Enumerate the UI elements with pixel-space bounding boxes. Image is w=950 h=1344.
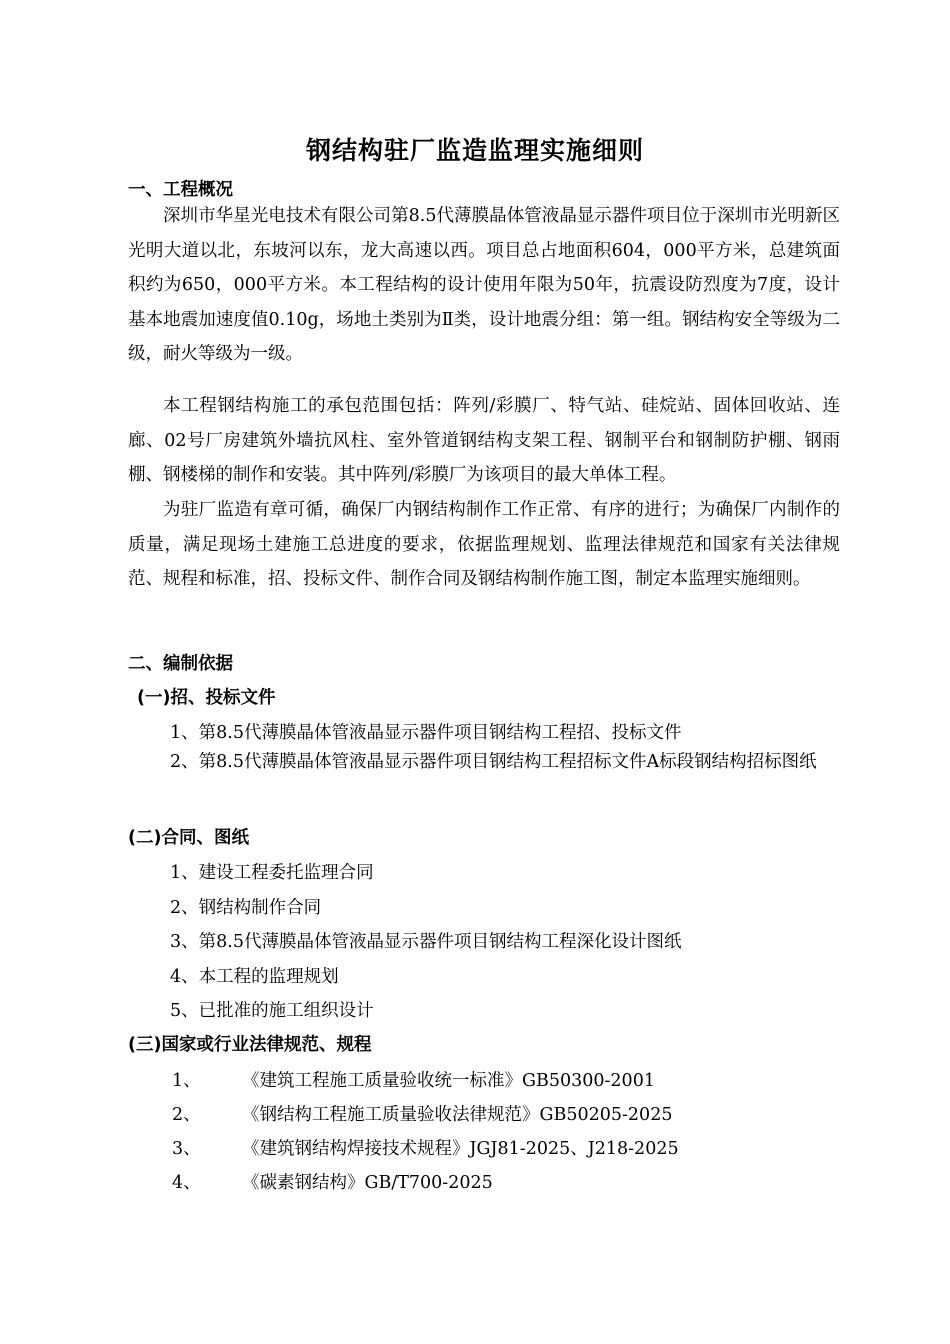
subsection-heading-contracts: (二)合同、图纸 [128,828,249,848]
standard-number: 4、 [172,1173,201,1193]
list-item: 3、第8.5代薄膜晶体管液晶显示器件项目钢结构工程深化设计图纸 [170,932,682,952]
subsection-heading-bidding: (一)招、投标文件 [137,688,276,708]
document-title: 钢结构驻厂监造监理实施细则 [305,136,644,165]
list-item: 4、本工程的监理规划 [170,967,339,987]
standard-number: 3、 [172,1139,201,1159]
list-item: 5、已批准的施工组织设计 [170,1001,374,1021]
paragraph-purpose: 为驻厂监造有章可循，确保厂内钢结构制作工作正常、有序的进行；为确保厂内制作的质量，满足现场土建施工总进度的要求，依据监理规划、监理法律规范和国家有关法律规范、规程和标准，招、投标文件、制作合同及钢结构制作施工图，制定本监理实施细则。 [128,500,840,589]
standard-title: 《建筑工程施工质量验收统一标准》GB50300-2001 [242,1071,655,1091]
standard-number: 1、 [172,1071,201,1091]
paragraph-project-overview: 深圳市华星光电技术有限公司第8.5代薄膜晶体管液晶显示器件项目位于深圳市光明新区光明大道以北，东坡河以东，龙大高速以西。项目总占地面积604，000平方米，总建筑面积约为650，000平方米。本工程结构的设计使用年限为50年，抗震设防烈度为7度，设计基本地震加速度值0.10g，场地土类别为Ⅱ类，设计地震分组：第一组。钢结构安全等级为二级，耐火等级为一级。 [128,206,840,364]
paragraph-contract-scope: 本工程钢结构施工的承包范围包括：阵列/彩膜厂、特气站、硅烷站、固体回收站、连廊、02号厂房建筑外墙抗风柱、室外管道钢结构支架工程、钢制平台和钢制防护棚、钢雨棚、钢楼梯的制作和安装。其中阵列/彩膜厂为该项目的最大单体工程。 [128,396,840,485]
list-item: 2、钢结构制作合同 [170,898,322,918]
list-item: 2、第8.5代薄膜晶体管液晶显示器件项目钢结构工程招标文件A标段钢结构招标图纸 [170,752,817,772]
list-item: 1、建设工程委托监理合同 [170,863,374,883]
section-heading-overview: 一、工程概况 [128,180,233,200]
standard-number: 2、 [172,1105,201,1125]
standard-title: 《碳素钢结构》GB/T700-2025 [242,1173,493,1193]
standard-title: 《钢结构工程施工质量验收法律规范》GB50205-2025 [242,1105,673,1125]
standard-title: 《建筑钢结构焊接技术规程》JGJ81-2025、J218-2025 [242,1139,679,1159]
section-heading-basis: 二、编制依据 [128,654,233,674]
subsection-heading-standards: (三)国家或行业法律规范、规程 [128,1035,372,1055]
list-item: 1、第8.5代薄膜晶体管液晶显示器件项目钢结构工程招、投标文件 [170,723,682,743]
